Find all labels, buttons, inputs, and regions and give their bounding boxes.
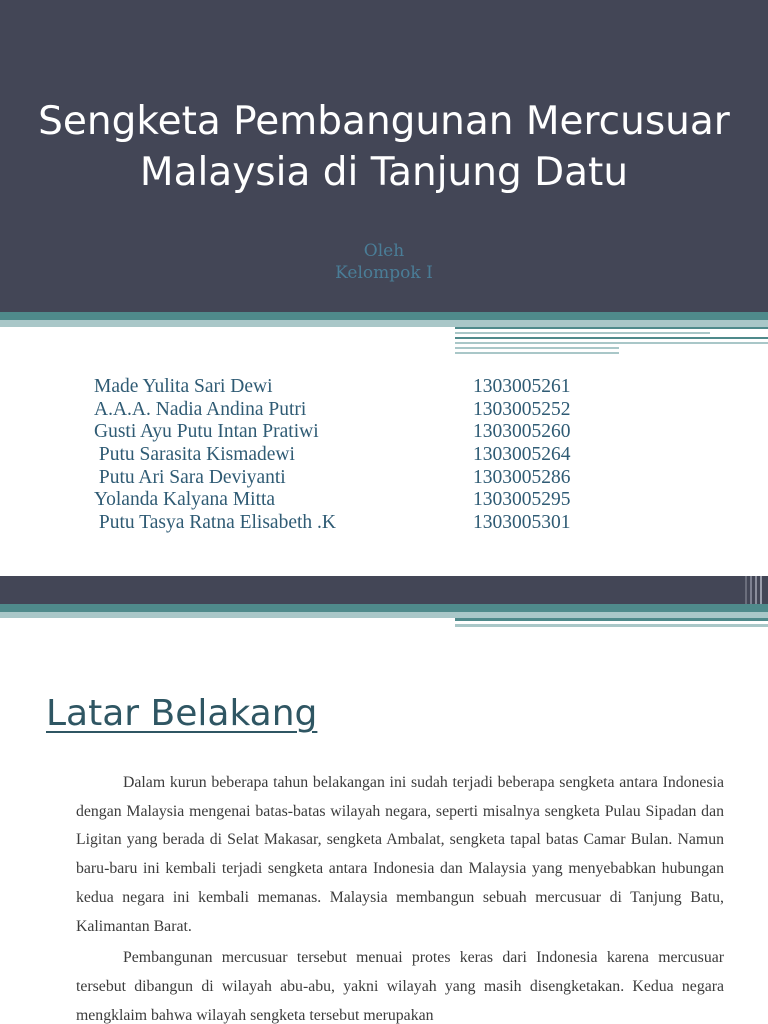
member-id: 1303005301 <box>473 512 571 534</box>
member-row <box>94 421 654 444</box>
member-name: Putu Sarasita Kismadewi <box>94 444 295 466</box>
member-row <box>94 512 654 535</box>
body-text <box>76 769 724 1024</box>
paragraph-2: Pembangunan mercusuar tersebut menuai protes keras dari Indonesia karena mercusuar tersebut dibangun di wilayah abu-abu, yakni wilayah yang masih disengketakan. Kedua negara mengklaim bahwa wilayah sengketa tersebut merupakan <box>76 949 724 1024</box>
title-line-2: Malaysia di Tanjung Datu <box>139 150 629 195</box>
paragraph-1: Dalam kurun beberapa tahun belakangan ini sudah terjadi beberapa sengketa antara Indonesia dengan Malaysia mengenai batas-batas wilayah negara, seperti misalnya sengketa Pulau Sipadan dan Ligitan yang berada di Selat Makasar, sengketa Ambalat, sengketa tapal batas Camar Bulan. Namun baru-baru ini kembali terjadi sengketa antara Indonesia dan Malaysia yang menyebabkan hubungan kedua negara ini kembali memanas. Malaysia membangun sebuah mercusuar di Tanjung Batu, Kalimantan Barat. <box>76 774 724 935</box>
subtitle-line-2: Kelompok I <box>335 263 433 283</box>
subtitle-line-1: Oleh <box>363 241 405 261</box>
member-name: A.A.A. Nadia Andina Putri <box>94 398 307 420</box>
member-name: Gusti Ayu Putu Intan Pratiwi <box>94 421 319 443</box>
title-line-1: Sengketa Pembangunan Mercusuar <box>38 99 730 144</box>
member-name: Putu Ari Sara Deviyanti <box>94 466 286 488</box>
presentation-title <box>20 96 748 198</box>
member-id: 1303005252 <box>473 398 571 420</box>
member-row <box>94 399 654 422</box>
member-name: Made Yulita Sari Dewi <box>94 376 273 397</box>
top-band <box>0 576 768 604</box>
member-list <box>94 376 654 535</box>
member-name: Yolanda Kalyana Mitta <box>94 489 276 511</box>
member-row <box>94 467 654 490</box>
member-name: Putu Tasya Ratna Elisabeth .K <box>94 512 336 534</box>
member-id: 1303005286 <box>473 466 571 488</box>
member-id: 1303005261 <box>473 376 571 397</box>
member-row <box>94 444 654 467</box>
member-row <box>94 376 654 399</box>
member-id: 1303005295 <box>473 489 571 511</box>
content-slide <box>0 576 768 1024</box>
member-row <box>94 489 654 512</box>
section-heading: Latar Belakang <box>46 693 318 734</box>
member-id: 1303005264 <box>473 444 571 466</box>
presentation-subtitle <box>0 240 768 284</box>
member-id: 1303005260 <box>473 421 571 443</box>
